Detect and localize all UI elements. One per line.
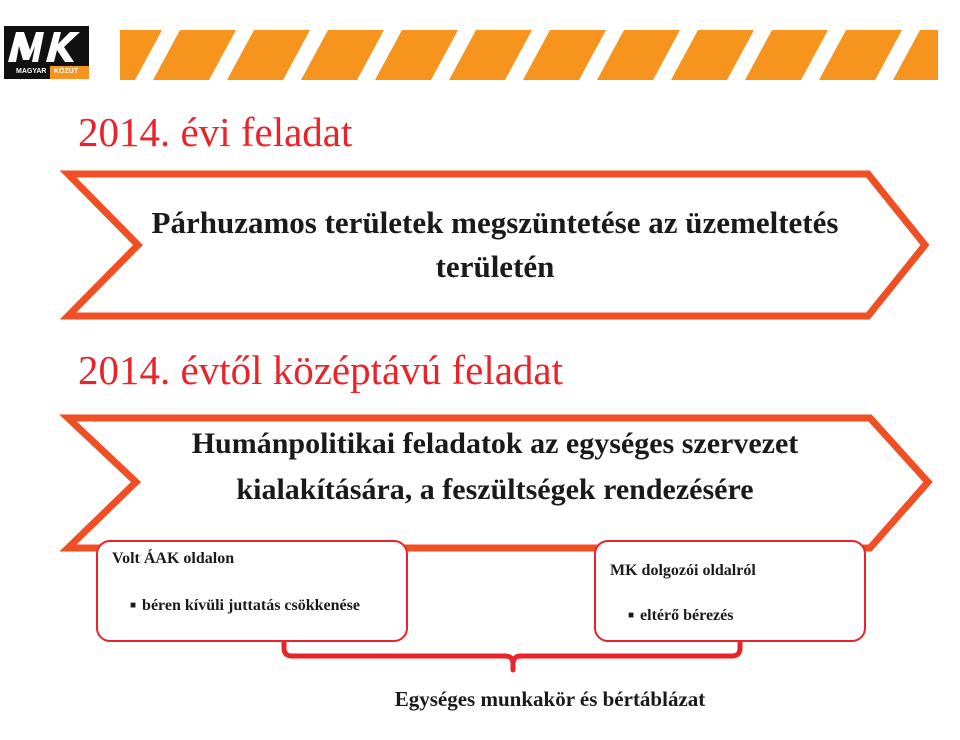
right-box-item — [628, 606, 848, 626]
bullet-icon: ■ — [130, 600, 137, 611]
arrow-2-text: Humánpolitikai feladatok az egységes szervezet kialakítására, a feszültségek rendezésére — [191, 427, 799, 506]
arrow-1-text: Párhuzamos területek megszüntetése az üzemeltetés területén — [151, 205, 839, 284]
left-box-item — [130, 596, 370, 616]
heading-midterm-task: 2014. évtől középtávú feladat — [78, 347, 563, 393]
left-info-box — [96, 540, 408, 642]
bottom-result-label: Egységes munkakör és bértáblázat — [394, 687, 706, 711]
right-info-box — [594, 540, 866, 642]
header-stripes-decoration — [120, 30, 938, 80]
logo-caption — [14, 66, 86, 78]
logo-left-label: MAGYAR — [16, 68, 47, 75]
right-box-item-text: eltérő bérezés — [640, 607, 734, 624]
right-box-title: MK dolgozói oldalról — [610, 562, 756, 579]
heading-2014-task: 2014. évi feladat — [78, 109, 353, 155]
bullet-icon: ■ — [628, 610, 635, 621]
logo-right-label: KÖZÚT — [54, 68, 79, 75]
left-box-title: Volt ÁAK oldalon — [112, 550, 235, 567]
left-box-item-text: béren kívüli juttatás csökkenése — [142, 597, 360, 614]
